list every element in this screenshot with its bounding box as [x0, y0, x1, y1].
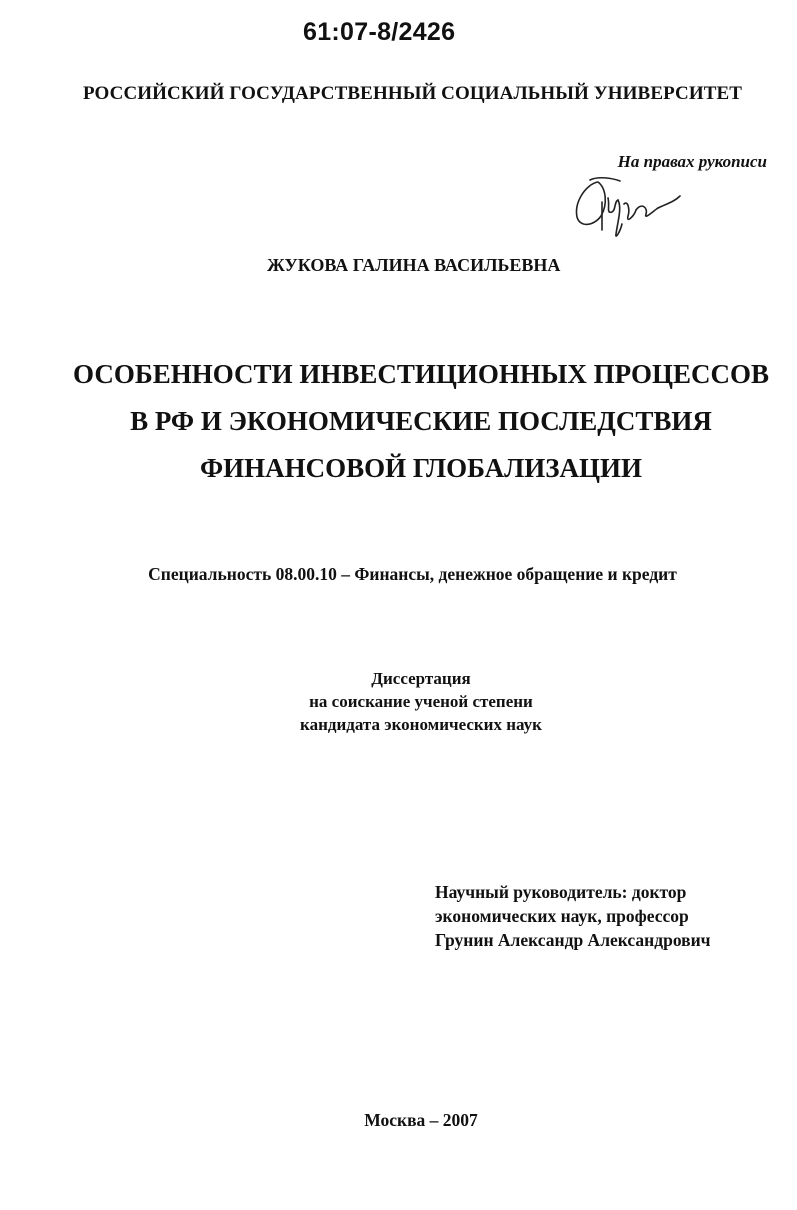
- supervisor-line: Грунин Александр Александрович: [435, 930, 711, 950]
- catalog-number: 61:07-8/2426: [303, 18, 456, 46]
- title-line: ФИНАНСОВОЙ ГЛОБАЛИЗАЦИИ: [199, 453, 643, 483]
- university-name: РОССИЙСКИЙ ГОСУДАРСТВЕННЫЙ СОЦИАЛЬНЫЙ УНИВЕРСИТЕТ: [82, 83, 743, 104]
- degree-line: кандидата экономических наук: [300, 715, 542, 734]
- dissertation-title: [0, 351, 797, 492]
- manuscript-note: На правах рукописи: [617, 152, 767, 171]
- degree-line: на соискание ученой степени: [309, 692, 533, 711]
- city-year: Москва – 2007: [364, 1110, 478, 1130]
- signature-icon: [568, 172, 688, 242]
- supervisor-line: Научный руководитель: доктор: [435, 882, 687, 902]
- specialty: Специальность 08.00.10 – Финансы, денежное обращение и кредит: [148, 564, 677, 584]
- title-line: ОСОБЕННОСТИ ИНВЕСТИЦИОННЫХ ПРОЦЕССОВ: [73, 359, 769, 389]
- degree-statement: [0, 667, 797, 736]
- supervisor-block: [435, 880, 711, 952]
- title-line: В РФ И ЭКОНОМИЧЕСКИЕ ПОСЛЕДСТВИЯ: [130, 406, 712, 436]
- author-name: ЖУКОВА ГАЛИНА ВАСИЛЬЕВНА: [267, 255, 561, 275]
- degree-line: Диссертация: [371, 669, 471, 688]
- supervisor-line: экономических наук, профессор: [435, 906, 689, 926]
